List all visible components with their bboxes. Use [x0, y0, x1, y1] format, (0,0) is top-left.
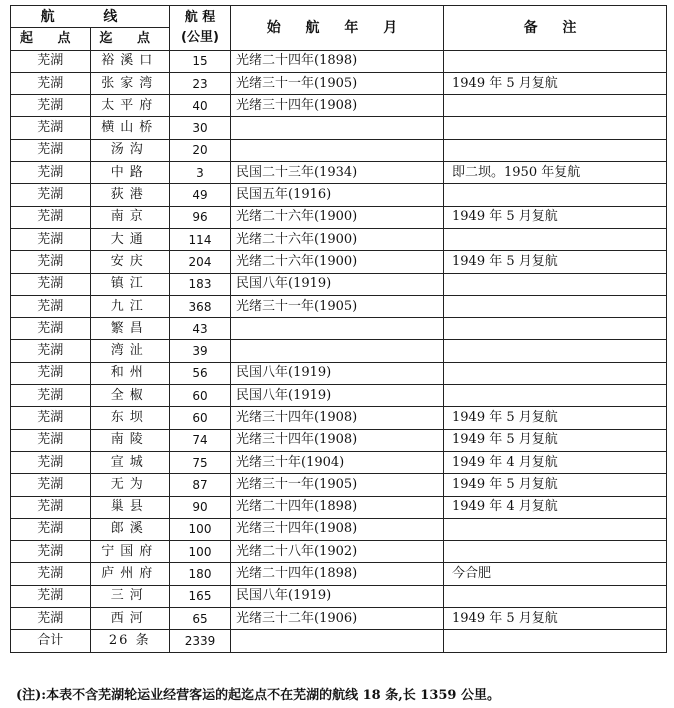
route-destination: 汤沟 [90, 139, 170, 161]
route-origin: 芜湖 [11, 318, 91, 340]
route-start-year: 民国八年(1919) [231, 362, 444, 384]
route-destination: 西河 [90, 608, 170, 630]
table-row [11, 608, 667, 630]
route-distance: 100 [170, 541, 231, 563]
route-origin: 芜湖 [11, 273, 91, 295]
route-distance: 100 [170, 518, 231, 540]
route-destination: 裕溪口 [90, 50, 170, 72]
table-row [11, 474, 667, 496]
route-distance: 40 [170, 95, 231, 117]
total-year-empty [231, 630, 444, 652]
route-destination: 东坝 [90, 407, 170, 429]
route-distance: 49 [170, 184, 231, 206]
total-count: 26 条 [90, 630, 170, 652]
route-distance: 74 [170, 429, 231, 451]
route-origin: 芜湖 [11, 451, 91, 473]
route-start-year [231, 139, 444, 161]
route-destination: 张家湾 [90, 72, 170, 94]
note-header: 备 注 [444, 6, 667, 51]
route-origin: 芜湖 [11, 251, 91, 273]
route-distance: 20 [170, 139, 231, 161]
table-row [11, 407, 667, 429]
table-row [11, 429, 667, 451]
route-note [444, 541, 667, 563]
route-start-year [231, 340, 444, 362]
table-row [11, 362, 667, 384]
route-note: 1949 年 5 月复航 [444, 206, 667, 228]
table-row [11, 162, 667, 184]
route-distance: 96 [170, 206, 231, 228]
route-note [444, 318, 667, 340]
route-note [444, 184, 667, 206]
route-start-year [231, 117, 444, 139]
route-destination: 宁国府 [90, 541, 170, 563]
route-start-year: 光绪三十一年(1905) [231, 474, 444, 496]
table-row [11, 563, 667, 585]
route-destination: 中路 [90, 162, 170, 184]
route-distance: 204 [170, 251, 231, 273]
route-destination: 无为 [90, 474, 170, 496]
table-row [11, 95, 667, 117]
route-distance: 23 [170, 72, 231, 94]
route-note [444, 273, 667, 295]
route-note: 1949 年 5 月复航 [444, 474, 667, 496]
route-origin: 芜湖 [11, 340, 91, 362]
route-distance: 165 [170, 585, 231, 607]
route-origin: 芜湖 [11, 608, 91, 630]
route-distance: 3 [170, 162, 231, 184]
table-row [11, 295, 667, 317]
table-row [11, 72, 667, 94]
route-note: 1949 年 5 月复航 [444, 251, 667, 273]
route-start-year: 光绪二十六年(1900) [231, 206, 444, 228]
route-origin: 芜湖 [11, 496, 91, 518]
route-distance: 183 [170, 273, 231, 295]
distance-header [170, 6, 231, 51]
destination-header: 迄 点 [90, 28, 170, 50]
table-row [11, 451, 667, 473]
route-destination: 安庆 [90, 251, 170, 273]
route-destination: 全椒 [90, 385, 170, 407]
route-note [444, 95, 667, 117]
table-row [11, 228, 667, 250]
table-row [11, 206, 667, 228]
route-distance: 15 [170, 50, 231, 72]
table-row [11, 585, 667, 607]
header-row-top [11, 6, 667, 28]
route-start-year: 光绪三十二年(1906) [231, 608, 444, 630]
distance-header-line2: (公里) [181, 29, 219, 45]
route-header: 航 线 [11, 6, 170, 28]
route-start-year: 光绪二十六年(1900) [231, 228, 444, 250]
table-footnote: (注):本表不含芜湖轮运业经营客运的起迄点不在芜湖的航线 18 条,长 1359 公里。 [16, 688, 501, 703]
route-note [444, 139, 667, 161]
route-destination: 郎溪 [90, 518, 170, 540]
route-destination: 巢县 [90, 496, 170, 518]
route-destination: 庐州府 [90, 563, 170, 585]
route-origin: 芜湖 [11, 474, 91, 496]
table-row [11, 385, 667, 407]
route-distance: 56 [170, 362, 231, 384]
total-row [11, 630, 667, 652]
start-year-header: 始 航 年 月 [231, 6, 444, 51]
route-note: 1949 年 4 月复航 [444, 496, 667, 518]
route-destination: 南陵 [90, 429, 170, 451]
route-note [444, 385, 667, 407]
route-start-year: 民国八年(1919) [231, 273, 444, 295]
route-origin: 芜湖 [11, 429, 91, 451]
table-row [11, 117, 667, 139]
route-start-year: 光绪二十六年(1900) [231, 251, 444, 273]
route-origin: 芜湖 [11, 72, 91, 94]
route-start-year: 光绪三十四年(1908) [231, 95, 444, 117]
route-destination: 大通 [90, 228, 170, 250]
route-destination: 和州 [90, 362, 170, 384]
route-distance: 65 [170, 608, 231, 630]
route-note: 今合肥 [444, 563, 667, 585]
table-row [11, 251, 667, 273]
route-note: 1949 年 5 月复航 [444, 72, 667, 94]
route-distance: 39 [170, 340, 231, 362]
table-row [11, 273, 667, 295]
route-start-year: 光绪二十四年(1898) [231, 50, 444, 72]
route-note [444, 117, 667, 139]
route-origin: 芜湖 [11, 117, 91, 139]
route-note [444, 228, 667, 250]
route-destination: 太平府 [90, 95, 170, 117]
table-row [11, 541, 667, 563]
route-note: 即二坝。1950 年复航 [444, 162, 667, 184]
route-origin: 芜湖 [11, 563, 91, 585]
table-row [11, 318, 667, 340]
total-note-empty [444, 630, 667, 652]
route-origin: 芜湖 [11, 362, 91, 384]
route-distance: 30 [170, 117, 231, 139]
route-start-year: 民国八年(1919) [231, 385, 444, 407]
route-distance: 60 [170, 407, 231, 429]
route-destination: 横山桥 [90, 117, 170, 139]
route-origin: 芜湖 [11, 184, 91, 206]
route-note [444, 340, 667, 362]
route-origin: 芜湖 [11, 50, 91, 72]
route-origin: 芜湖 [11, 385, 91, 407]
route-start-year: 光绪二十四年(1898) [231, 563, 444, 585]
total-distance: 2339 [170, 630, 231, 652]
route-origin: 芜湖 [11, 228, 91, 250]
route-origin: 芜湖 [11, 206, 91, 228]
route-start-year: 光绪三十四年(1908) [231, 518, 444, 540]
route-start-year: 光绪二十四年(1898) [231, 496, 444, 518]
route-origin: 芜湖 [11, 541, 91, 563]
route-origin: 芜湖 [11, 518, 91, 540]
route-note: 1949 年 5 月复航 [444, 407, 667, 429]
route-note [444, 295, 667, 317]
route-start-year: 光绪三十一年(1905) [231, 72, 444, 94]
table-row [11, 340, 667, 362]
route-destination: 三河 [90, 585, 170, 607]
route-start-year: 光绪三十四年(1908) [231, 429, 444, 451]
route-distance: 90 [170, 496, 231, 518]
shipping-route-table [10, 5, 667, 653]
route-distance: 43 [170, 318, 231, 340]
route-destination: 湾沚 [90, 340, 170, 362]
route-origin: 芜湖 [11, 139, 91, 161]
route-note [444, 362, 667, 384]
total-label: 合计 [11, 630, 91, 652]
route-start-year: 民国二十三年(1934) [231, 162, 444, 184]
route-note [444, 50, 667, 72]
route-distance: 114 [170, 228, 231, 250]
route-start-year: 光绪三十一年(1905) [231, 295, 444, 317]
route-destination: 镇江 [90, 273, 170, 295]
route-note [444, 518, 667, 540]
table-row [11, 496, 667, 518]
table-row [11, 184, 667, 206]
route-destination: 荻港 [90, 184, 170, 206]
route-rows [11, 50, 667, 630]
route-destination: 繁昌 [90, 318, 170, 340]
route-start-year: 光绪三十四年(1908) [231, 407, 444, 429]
distance-header-line1: 航 程 [184, 9, 216, 25]
route-destination: 九江 [90, 295, 170, 317]
route-note [444, 585, 667, 607]
route-start-year [231, 318, 444, 340]
route-destination: 宣城 [90, 451, 170, 473]
route-start-year: 民国五年(1916) [231, 184, 444, 206]
table-row [11, 518, 667, 540]
route-origin: 芜湖 [11, 162, 91, 184]
route-start-year: 光绪三十年(1904) [231, 451, 444, 473]
route-origin: 芜湖 [11, 585, 91, 607]
route-note: 1949 年 5 月复航 [444, 429, 667, 451]
route-origin: 芜湖 [11, 407, 91, 429]
route-distance: 75 [170, 451, 231, 473]
table-row [11, 139, 667, 161]
route-destination: 南京 [90, 206, 170, 228]
route-distance: 60 [170, 385, 231, 407]
route-distance: 87 [170, 474, 231, 496]
route-distance: 368 [170, 295, 231, 317]
table-row [11, 50, 667, 72]
route-note: 1949 年 4 月复航 [444, 451, 667, 473]
origin-header: 起 点 [11, 28, 91, 50]
route-start-year: 光绪二十八年(1902) [231, 541, 444, 563]
route-origin: 芜湖 [11, 295, 91, 317]
route-note: 1949 年 5 月复航 [444, 608, 667, 630]
route-start-year: 民国八年(1919) [231, 585, 444, 607]
route-distance: 180 [170, 563, 231, 585]
route-origin: 芜湖 [11, 95, 91, 117]
